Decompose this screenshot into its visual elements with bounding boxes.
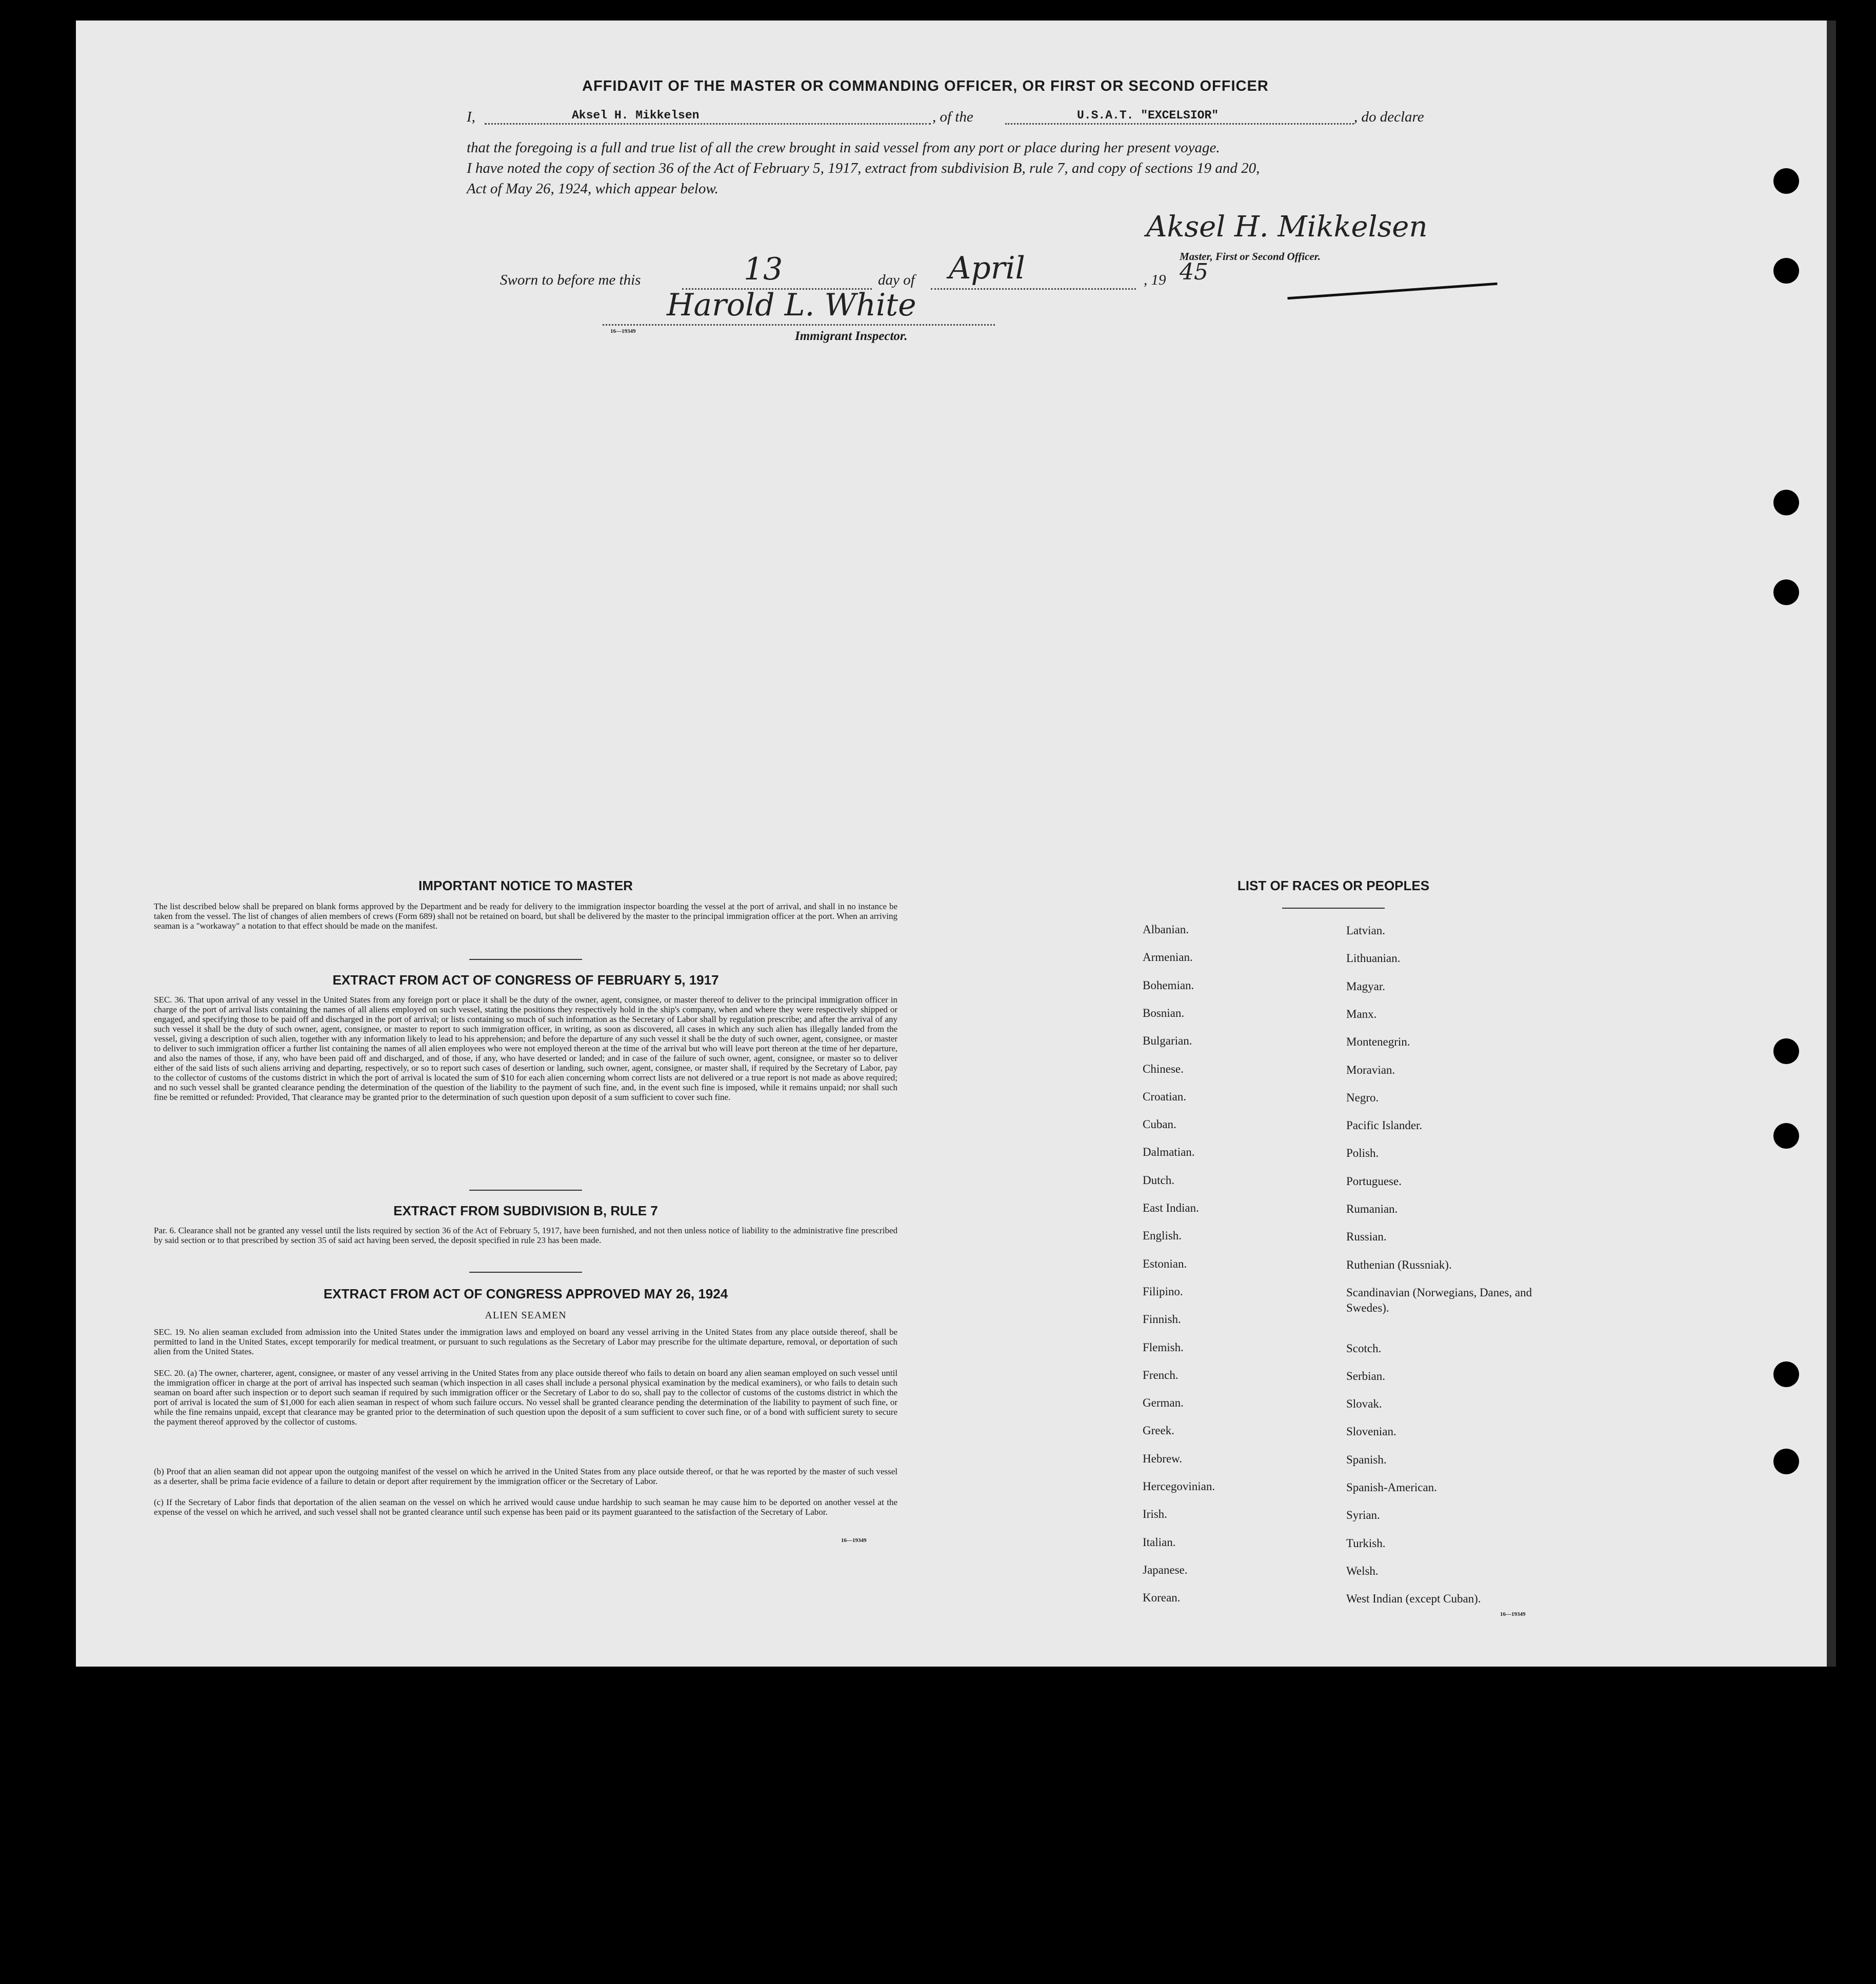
race-item: Dalmatian. (1143, 1146, 1195, 1159)
punch-hole (1773, 258, 1799, 284)
inspector-signature: Harold L. White (667, 287, 916, 323)
punch-hole (1773, 579, 1799, 605)
race-item: Hebrew. (1143, 1452, 1183, 1465)
sec-19-text: SEC. 19. No alien seaman excluded from admission into the United States under the immigration laws and employed on board any vessel arriving in the United States from any place outside thereof, shall be permitted to land in the United States, except temporarily for medical treatment, or pursuant to such regulations as the Secretary of Labor may prescribe for the ultimate departure, removal, or deportation of such alien from the United States. (154, 1327, 897, 1356)
extract-1924-heading: EXTRACT FROM ACT OF CONGRESS APPROVED MAY 26, 1924 (323, 1286, 728, 1301)
race-item: Serbian. (1346, 1369, 1386, 1382)
race-item: Chinese. (1143, 1062, 1184, 1075)
race-item: Welsh. (1346, 1564, 1379, 1577)
race-item: West Indian (except Cuban). (1346, 1592, 1481, 1606)
master-caption: Master, First or Second Officer. (1180, 250, 1321, 263)
divider (1282, 908, 1385, 909)
race-item: Flemish. (1143, 1340, 1184, 1354)
punch-hole (1773, 490, 1799, 515)
race-item: Portuguese. (1346, 1174, 1402, 1188)
race-item: Bosnian. (1143, 1006, 1185, 1019)
race-item: Ruthenian (Russniak). (1346, 1258, 1452, 1271)
race-item: Scotch. (1346, 1341, 1382, 1355)
sworn-label: Sworn to before me this (500, 272, 641, 288)
inspector-caption: Immigrant Inspector. (795, 329, 908, 343)
race-item: Spanish-American. (1346, 1481, 1437, 1494)
year-prefix: , 19 (1144, 272, 1166, 288)
race-item: Italian. (1143, 1535, 1176, 1549)
race-item: English. (1143, 1229, 1182, 1242)
alien-seamen-subheading: ALIEN SEAMEN (485, 1310, 567, 1321)
race-item: Dutch. (1143, 1173, 1174, 1187)
race-item: Slovenian. (1346, 1425, 1396, 1438)
divider (469, 959, 582, 960)
extract-1917-text: SEC. 36. That upon arrival of any vessel in the United States from any foreign port or place it shall be the duty of the owner, agent, consignee, or master thereof to deliver to the principal immigration officer in charge of the port of arrival lists containing the names of all aliens employed on such vessel, stating the positions they respectively hold in the ship's company, when and where they were respectively shipped or engaged, and specifying those to be paid off and discharged in the port of arrival; or lists containing so much of such information as the Secretary of Labor shall by regulation prescribe; and after the arrival of any such vessel it shall be the duty of such owner, agent, consignee, or master to report to such immigration officer, in writing, as soon as discovered, all cases in which any such alien has illegally landed from the vessel, giving a description of such alien, together with any information likely to lead to his apprehension; and before the departure of any such vessel it shall be the duty of such owner, agent, consignee, or master to deliver to such immigration officer a further list containing the names of all alien employees who were not employed thereon at the time of the arrival but who will leave port thereon at the time of her departure, and also the names of those, if any, who have been paid off and discharged, and of those, if any, who have deserted or landed; and in case of the failure of such owner, agent, consignee, or master so to deliver either of the said lists of such aliens arriving and departing, respectively, or so to report such cases of desertion or landing, such owner, agent, consignee, or master shall, if required by the Secretary of Labor, pay to the collector of customs of the customs district in which the port of arrival is located the sum of $10 for each alien concerning whom correct lists are not delivered or a true report is not made as above required; and no such vessel shall be granted clearance pending the determination of the question of the liability to the payment of such fine, and, in the event such fine is imposed, while it remains unpaid; nor shall such fine be remitted or refunded: Provided, That clearance may be granted prior to the determination of such question upon deposit of a sum sufficient to cover such fine. (154, 995, 897, 1102)
race-item: Lithuanian. (1346, 952, 1401, 965)
do-declare-label: , do declare (1354, 109, 1424, 125)
punch-hole (1773, 1361, 1799, 1387)
race-item: Greek. (1143, 1424, 1174, 1437)
subdivision-b-text: Par. 6. Clearance shall not be granted any vessel until the lists required by section 36 of the Act of February 5, 1917, have been furnished, and not then unless notice of liability to the administrative fine prescribed by said section or to that prescribed by section 35 of said act having been served, the deposit specified in rule 23 has been made. (154, 1226, 897, 1245)
of-the-label: , of the (932, 109, 973, 125)
race-item: Irish. (1143, 1508, 1167, 1521)
race-item: Armenian. (1143, 951, 1193, 964)
race-item: Estonian. (1143, 1257, 1187, 1270)
day-of-label: day of (878, 272, 915, 288)
race-item: Hercegovinian. (1143, 1480, 1215, 1493)
race-item: Croatian. (1143, 1090, 1186, 1103)
race-item: Manx. (1346, 1007, 1377, 1020)
race-item: Bohemian. (1143, 978, 1194, 992)
inspector-line (603, 324, 995, 326)
race-item: Latvian. (1346, 924, 1385, 937)
extract-1917-heading: EXTRACT FROM ACT OF CONGRESS OF FEBRUARY 5, 1917 (332, 972, 719, 988)
punch-hole (1773, 1449, 1799, 1474)
race-item: Korean. (1143, 1591, 1181, 1605)
race-item: Bulgarian. (1143, 1034, 1192, 1048)
sec-20b-text: (b) Proof that an alien seaman did not appear upon the outgoing manifest of the vessel on which he arrived in the United States from any place outside thereof, or that he was reported by the master of such vessel as a deserter, shall be prima facie evidence of a failure to detain or deport after requirement by the immigration officer or the Secretary of Labor. (154, 1467, 897, 1486)
subdivision-b-heading: EXTRACT FROM SUBDIVISION B, RULE 7 (393, 1203, 658, 1218)
race-item: German. (1143, 1396, 1184, 1410)
notice-heading: IMPORTANT NOTICE TO MASTER (418, 878, 633, 893)
race-item: Syrian. (1346, 1509, 1380, 1522)
race-item: Montenegrin. (1346, 1035, 1410, 1049)
race-item: Pacific Islander. (1346, 1119, 1423, 1132)
declaration-line-3: I have noted the copy of section 36 of the Act of February 5, 1917, extract from subdivision B, rule 7, and copy of sections 19 and 20, (467, 160, 1260, 176)
race-item: Spanish. (1346, 1453, 1387, 1466)
declaration-line-2: that the foregoing is a full and true list of all the crew brought in said vessel from any port or place during her present voyage. (467, 139, 1220, 156)
punch-hole (1773, 1123, 1799, 1149)
race-item: Japanese. (1143, 1563, 1188, 1576)
day-value: 13 (744, 251, 783, 287)
master-signature: Aksel H. Mikkelsen (1146, 210, 1428, 244)
notice-text: The list described below shall be prepared on blank forms approved by the Department and be ready for delivery to the immigration inspector boarding the vessel at the port of arrival, and shall in no instance be taken from the vessel. The list of changes of alien members of crews (Form 689) shall not be retained on board, but shall be delivered by the master to the principal immigration officer at the port. When an arriving seaman is a "workaway" a notation to that effect should be made on the manifest. (154, 901, 897, 931)
race-item: Negro. (1346, 1091, 1379, 1104)
race-item: Magyar. (1346, 979, 1386, 993)
punch-hole (1773, 1038, 1799, 1064)
form-number: 16—19349 (1500, 1611, 1526, 1617)
vessel-line (1005, 123, 1354, 125)
punch-hole (1773, 168, 1799, 194)
divider (469, 1272, 582, 1273)
master-name-field: Aksel H. Mikkelsen (572, 109, 700, 122)
races-heading: LIST OF RACES OR PEOPLES (1237, 878, 1430, 893)
sec-20a-text: SEC. 20. (a) The owner, charterer, agent, consignee, or master of any vessel arriving in the United States from any place outside thereof who fails to detain on board any alien seaman employed on such vessel until the immigration officer in charge at the port of arrival has inspected such seaman (which inspection in all cases shall include a personal physical examination by the medical examiners), or who fails to detain such seaman on board after such inspection or to deport such seaman if required by such immigration officer or the Secretary of Labor to do so, shall pay to the collector of customs of the customs district in which the port of arrival is located the sum of $1,000 for each alien seaman in respect of whom such failure occurs. No vessel shall be granted clearance pending the determination of the liability to payment of such fine, or while the fine remains unpaid, except that clearance may be granted prior to the determination of such question upon the deposit of a sum sufficient to cover such fine, or of a bond with sufficient surety to secure the payment thereof approved by the collector of customs. (154, 1368, 897, 1427)
form-number: 16—19349 (610, 328, 636, 334)
page-edge (1827, 21, 1836, 1667)
vessel-field: U.S.A.T. "EXCELSIOR" (1077, 109, 1219, 122)
race-item: French. (1143, 1368, 1179, 1381)
race-item: Scandinavian (Norwegians, Danes, and Swedes). (1346, 1286, 1532, 1314)
month-value: April (949, 250, 1025, 286)
form-number: 16—19349 (841, 1537, 867, 1544)
race-item: Moravian. (1346, 1063, 1395, 1076)
sec-20c-text: (c) If the Secretary of Labor finds that deportation of the alien seaman on the vessel on which he arrived would cause undue hardship to such seaman he may cause him to be deported on another vessel at the expense of the vessel on which he arrived, and such vessel shall not be granted clearance until such expense has been paid or its payment guaranteed to the satisfaction of the Secretary of Labor. (154, 1497, 897, 1517)
race-item: Albanian. (1143, 923, 1189, 936)
race-item: Cuban. (1143, 1118, 1176, 1131)
race-item: Polish. (1346, 1147, 1379, 1160)
declaration-line-4: Act of May 26, 1924, which appear below. (467, 181, 719, 197)
race-item: Russian. (1346, 1230, 1387, 1244)
race-item: Turkish. (1346, 1536, 1386, 1550)
year-value: 45 (1180, 259, 1208, 285)
month-line (931, 288, 1136, 290)
name-line (485, 123, 931, 125)
race-item: Finnish. (1143, 1313, 1181, 1326)
i-label: I, (467, 109, 475, 125)
race-item: Slovak. (1346, 1397, 1382, 1411)
race-item: Filipino. (1143, 1285, 1183, 1298)
race-item: Rumanian. (1346, 1203, 1398, 1215)
race-item: East Indian. (1143, 1201, 1199, 1214)
affidavit-title: AFFIDAVIT OF THE MASTER OR COMMANDING OFFICER, OR FIRST OR SECOND OFFICER (582, 78, 1269, 94)
divider (469, 1190, 582, 1191)
